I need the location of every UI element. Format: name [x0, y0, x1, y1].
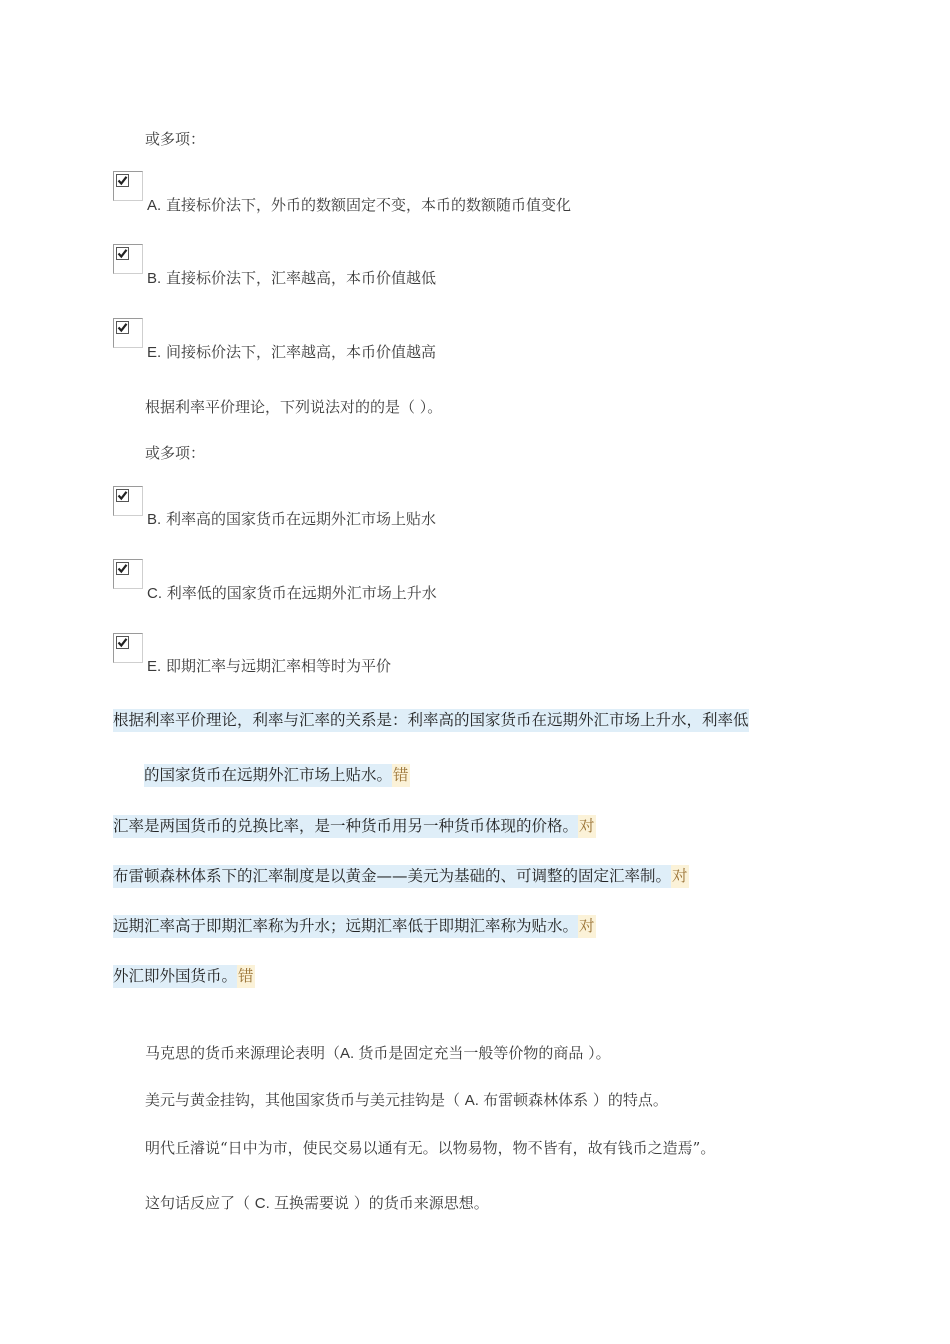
q1-option-a [147, 194, 571, 215]
fill-text: ）的货币来源思想。 [348, 1194, 489, 1212]
option-text: 即期汇率与远期汇率相等时为平价 [161, 657, 391, 675]
option-text: 利率低的国家货币在远期外汇市场上升水 [162, 584, 437, 602]
q2-option-e-checkbox[interactable] [113, 633, 143, 663]
option-letter: A. [147, 197, 162, 214]
option-letter: E. [147, 658, 162, 675]
checkmark-icon [116, 174, 129, 187]
q2-option-c-checkbox[interactable] [113, 559, 143, 589]
judgment-answer: 错 [237, 965, 255, 988]
option-letter: C. [147, 585, 162, 602]
judgment-text: 布雷顿森林体系下的汇率制度是以黄金——美元为基础的、可调整的固定汇率制。 [113, 865, 671, 888]
option-text: 直接标价法下，汇率越高，本币价值越低 [161, 269, 436, 287]
fill-4 [145, 1192, 489, 1213]
judgment-1-line-1 [113, 708, 749, 730]
q1-option-b [147, 267, 436, 288]
q2-option-b [147, 508, 436, 529]
judgment-text: 汇率是两国货币的兑换比率，是一种货币用另一种货币体现的价格。 [113, 815, 578, 838]
judgment-text: 根据利率平价理论，利率与汇率的关系是：利率高的国家货币在远期外汇市场上升水，利率低 [113, 709, 749, 732]
judgment-answer: 对 [671, 865, 689, 888]
fill-2 [145, 1089, 668, 1110]
fill-text: 这句话反应了（ [145, 1194, 255, 1212]
judgment-answer: 对 [578, 915, 596, 938]
checkmark-icon [116, 321, 129, 334]
judgment-answer: 错 [392, 764, 410, 787]
fill-text: ）的特点。 [588, 1091, 668, 1109]
fill-text: 马克思的货币来源理论表明（ [145, 1044, 341, 1062]
judgment-answer: 对 [578, 815, 596, 838]
q2-option-b-checkbox[interactable] [113, 486, 143, 516]
checkmark-icon [116, 489, 129, 502]
option-letter: E. [147, 344, 162, 361]
option-text: 直接标价法下，外币的数额固定不变，本币的数额随币值变化 [161, 196, 571, 214]
option-letter: B. [147, 511, 162, 528]
fill-text: ）。 [583, 1044, 611, 1062]
q1-type-label: 或多项： [145, 130, 206, 148]
checkmark-icon [116, 636, 129, 649]
q2-stem: 根据利率平价理论，下列说法对的的是（ ）。 [145, 398, 443, 416]
judgment-text: 远期汇率高于即期汇率称为升水；远期汇率低于即期汇率称为贴水。 [113, 915, 578, 938]
option-text: 间接标价法下，汇率越高，本币价值越高 [161, 343, 436, 361]
judgment-2 [113, 814, 596, 836]
fill-1 [145, 1042, 611, 1063]
q1-option-b-checkbox[interactable] [113, 244, 143, 274]
q1-option-e [147, 341, 436, 362]
option-letter: B. [147, 270, 162, 287]
judgment-text: 外汇即外国货币。 [113, 965, 237, 988]
fill-text: 美元与黄金挂钩，其他国家货币与美元挂钩是（ [145, 1091, 465, 1109]
checkmark-icon [116, 247, 129, 260]
fill-answer: C. 互换需要说 [254, 1195, 349, 1212]
fill-3-quote: 明代丘濬说“日中为市，使民交易以通有无。以物易物，物不皆有，故有钱币之造焉”。 [145, 1139, 716, 1157]
judgment-4 [113, 914, 596, 936]
q2-type-label: 或多项： [145, 444, 206, 462]
q2-option-e [147, 655, 391, 676]
fill-answer: A. 布雷顿森林体系 [464, 1092, 589, 1109]
judgment-3 [113, 864, 689, 886]
q1-option-a-checkbox[interactable] [113, 171, 143, 201]
judgment-1-line-2 [144, 763, 410, 785]
judgment-text: 的国家货币在远期外汇市场上贴水。 [144, 764, 392, 787]
fill-answer: A. 货币是固定充当一般等价物的商品 [340, 1045, 584, 1062]
judgment-5 [113, 964, 255, 986]
q2-option-c [147, 582, 437, 603]
option-text: 利率高的国家货币在远期外汇市场上贴水 [161, 510, 436, 528]
checkmark-icon [116, 562, 129, 575]
q1-option-e-checkbox[interactable] [113, 318, 143, 348]
